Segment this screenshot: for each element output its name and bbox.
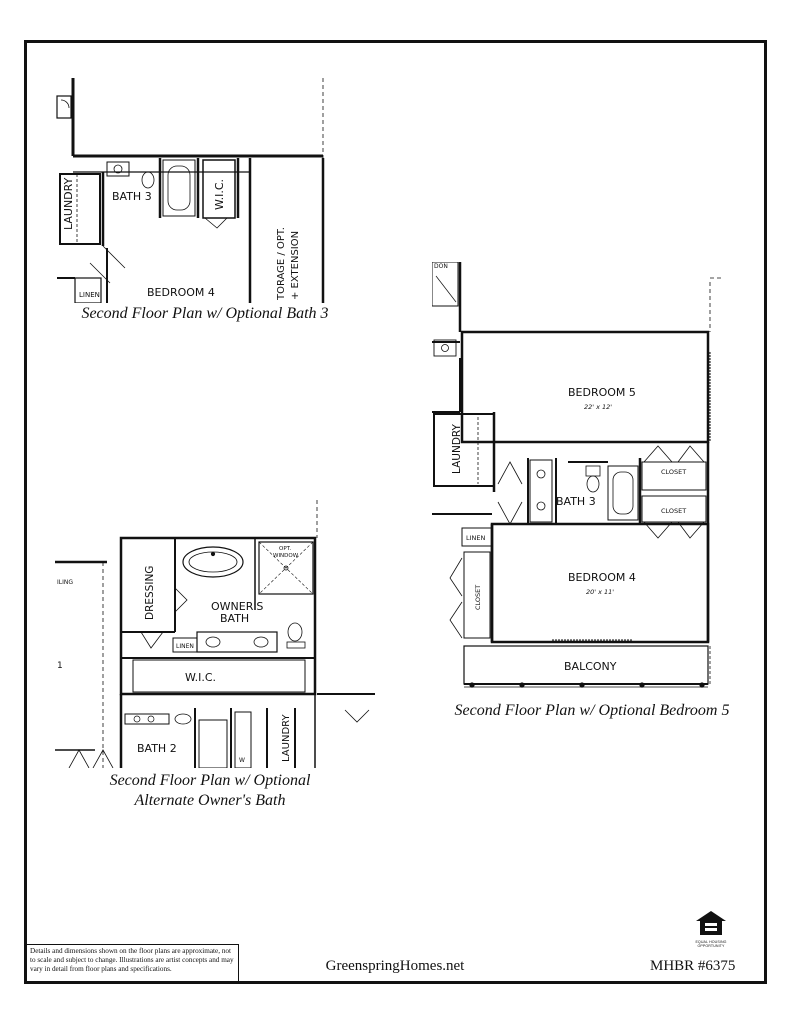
room-label-bedroom-5-dims: 22' x 12' — [584, 403, 613, 411]
room-label-storage: TORAGE / OPT. — [276, 227, 287, 300]
caption-alternate-owners-bath-1: Second Floor Plan w/ Optional — [109, 772, 311, 789]
disclaimer-text: Details and dimensions shown on the floor plans are approximate, not to scale and subject to change. Illustrations are artist concepts and may vary in detail from floor plans and specifications. — [27, 944, 239, 981]
room-label-laundry: LAUNDRY — [281, 714, 292, 762]
floor-plan-alternate-owners-bath — [55, 500, 375, 768]
room-label-linen: LINEN — [176, 643, 194, 650]
room-label-laundry: LAUNDRY — [451, 424, 463, 474]
room-label-opt-window-2: WINDOW — [273, 553, 299, 559]
floor-plan-optional-bedroom-5 — [432, 262, 722, 692]
room-label-closet-upper: CLOSET — [661, 468, 687, 476]
room-label-owners-bath-1: OWNER'S — [211, 600, 264, 613]
room-label-balcony: BALCONY — [564, 660, 617, 673]
room-label-closet-lower: CLOSET — [661, 507, 687, 515]
room-label-wic: W.I.C. — [185, 671, 217, 684]
room-label-linen: LINEN — [79, 291, 100, 299]
room-label-opt-window-1: OPT. — [279, 546, 292, 552]
room-label-bath-3: BATH 3 — [556, 495, 596, 508]
room-label-bedroom-4: BEDROOM 4 — [147, 286, 215, 299]
room-label-bath-3: BATH 3 — [112, 190, 152, 203]
room-label-one: 1 — [57, 661, 63, 671]
room-label-ceiling: ILING — [57, 579, 74, 586]
room-label-owners-bath-2: BATH — [220, 612, 250, 625]
room-label-top-fragment: DON — [434, 263, 448, 270]
room-label-w: W — [239, 757, 245, 764]
room-label-bedroom-4: BEDROOM 4 — [568, 571, 636, 584]
room-label-dressing: DRESSING — [144, 565, 156, 620]
room-label-wic: W.I.C. — [213, 178, 226, 210]
caption-optional-bath-3: Second Floor Plan w/ Optional Bath 3 — [81, 305, 329, 322]
equal-housing-line2: OPPORTUNITY — [697, 944, 725, 948]
room-label-bedroom-5: BEDROOM 5 — [568, 386, 636, 399]
equal-housing-logo — [688, 910, 734, 948]
caption-optional-bedroom-5: Second Floor Plan w/ Optional Bedroom 5 — [454, 702, 730, 719]
room-label-extension: + EXTENSION — [290, 230, 301, 300]
caption-alternate-owners-bath-2: Alternate Owner's Bath — [134, 792, 286, 809]
website-text: GreenspringHomes.net — [325, 958, 465, 974]
license-number: MHBR #6375 — [650, 958, 736, 974]
equal-housing-icon — [695, 910, 727, 936]
room-label-laundry: LAUNDRY — [62, 177, 75, 230]
room-label-closet-side: CLOSET — [474, 584, 482, 610]
floor-plan-optional-bath-3 — [55, 78, 345, 303]
equal-housing-line1: EQUAL HOUSING — [695, 940, 727, 944]
room-label-bath-2: BATH 2 — [137, 742, 177, 755]
room-label-bedroom-4-dims: 20' x 11' — [586, 588, 615, 596]
room-label-linen: LINEN — [466, 534, 486, 542]
